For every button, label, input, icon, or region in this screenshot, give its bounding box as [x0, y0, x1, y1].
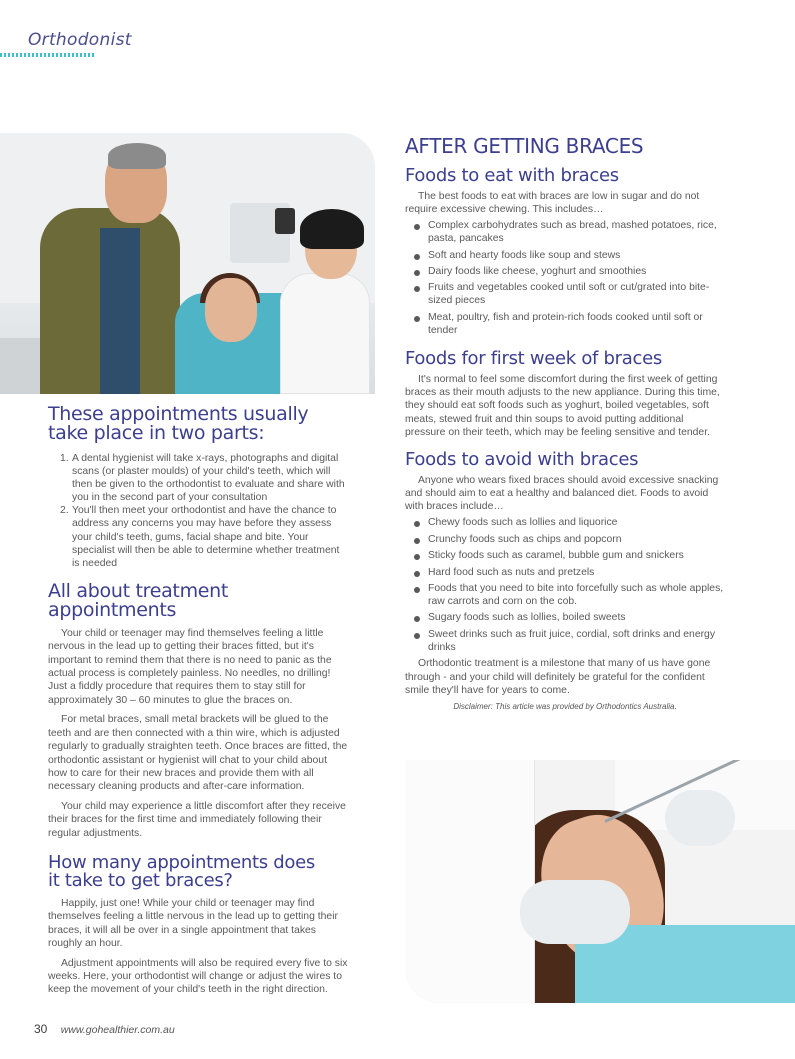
avoid-list: [405, 517, 725, 654]
list-item: Fruits and vegetables cooked until soft or cut/grated into bite-sized pieces: [405, 282, 725, 308]
paragraph: Your child or teenager may find themselves feeling a little nervous in the lead up to getting their braces fitted, but it's important to remind them that there is no need to panic as the actual process is completely painless. No needles, no drilling! Just a fiddly procedure that requires them to stay still for approximately 30 – 60 minutes to glue the braces on.: [48, 627, 332, 706]
paragraph: For metal braces, small metal brackets will be glued to the teeth and are then connected with a thin wire, which is adjusted regularly to gradually straighten teeth. Once braces are fitted, the orthodontic assistant or hygienist will chat to your child about how to care for their new braces and provide them with all necessary cleaning products and after-care information.: [48, 714, 348, 793]
list-item: Meat, poultry, fish and protein-rich foods cooked until soft or tender: [405, 312, 725, 338]
page-footer: [34, 1022, 175, 1036]
closing-paragraph: Orthodontic treatment is a milestone that many of us have gone through - and your child will definitely be grateful for the confident smile they'll have for years to come.: [405, 658, 711, 697]
braces-photo: [405, 760, 795, 1003]
list-item: Sweet drinks such as fruit juice, cordial, soft drinks and energy drinks: [405, 629, 725, 655]
list-item: 2. You'll then meet your orthodontist and have the chance to address any concerns you may have before they assess your child's teeth, gums, facial shape and bite. Your specialist will then be able to determine whether treatment is needed: [60, 505, 340, 569]
list-item: Complex carbohydrates such as bread, mashed potatoes, rice, pasta, pancakes: [405, 220, 725, 246]
eat-heading: Foods to eat with braces: [405, 165, 619, 186]
list-item: Sugary foods such as lollies, boiled sweets: [405, 612, 725, 625]
list-item: Soft and hearty foods like soup and stews: [405, 250, 725, 263]
paragraph: The best foods to eat with braces are low in sugar and do not require excessive chewing. This includes…: [405, 191, 700, 216]
treatment-heading: All about treatment appointments: [48, 579, 229, 621]
howmany-heading: How many appointments does it take to get braces?: [48, 851, 315, 891]
left-column: [48, 405, 348, 997]
list-item: Crunchy foods such as chips and popcorn: [405, 534, 725, 547]
clinic-photo: [0, 133, 375, 394]
paragraph: It's normal to feel some discomfort during the first week of getting braces as their mouth adjusts to the new appliance. During this time, they should eat soft foods such as yoghurt, boiled vegetables, soft meats, stewed fruit and thin soups to avoid putting additional pressure on their teeth, which may be feeling sensitive and tender.: [405, 373, 720, 439]
website-url: www.gohealthier.com.au: [60, 1024, 175, 1036]
disclaimer: Disclaimer: This article was provided by Orthodontics Australia.: [453, 701, 677, 711]
parts-heading: These appointments usually take place in two parts:: [48, 403, 309, 444]
section-tag: Orthodonist: [28, 30, 132, 50]
parts-list: [48, 452, 348, 570]
section-underline: [0, 53, 96, 57]
page-number: 30: [34, 1022, 48, 1036]
list-item: Sticky foods such as caramel, bubble gum and snickers: [405, 550, 725, 563]
main-heading: AFTER GETTING BRACES: [405, 134, 644, 158]
list-item: Chewy foods such as lollies and liquorice: [405, 517, 725, 530]
avoid-heading: Foods to avoid with braces: [405, 448, 639, 470]
list-item: 1. A dental hygienist will take x-rays, photographs and digital scans (or plaster moulds) of your child's teeth, which will then be given to the orthodontist to evaluate and share with you in the second part of your consultation: [60, 453, 345, 504]
firstweek-heading: Foods for first week of braces: [405, 347, 662, 369]
right-column: [405, 135, 725, 711]
paragraph: Adjustment appointments will also be required every five to six weeks. Here, your orthodontist will change or adjust the wires to keep the movement of your child's teeth in the right direction.: [48, 957, 348, 996]
paragraph: Anyone who wears fixed braces should avoid excessive snacking and should aim to eat a healthy and balanced diet. Foods to avoid with braces include…: [405, 474, 719, 513]
list-item: Dairy foods like cheese, yoghurt and smoothies: [405, 266, 725, 279]
paragraph: Your child may experience a little discomfort after they receive their braces for the first time and immediately following their regular adjustments.: [48, 800, 346, 839]
eat-list: [405, 220, 725, 337]
list-item: Hard food such as nuts and pretzels: [405, 567, 725, 580]
list-item: Foods that you need to bite into forcefully such as whole apples, raw carrots and corn on the cob.: [405, 583, 725, 609]
paragraph: Happily, just one! While your child or teenager may find themselves feeling a little nervous in the lead up to getting their braces, it will all be over in a single appointment that takes roughly an hour.: [48, 897, 338, 950]
